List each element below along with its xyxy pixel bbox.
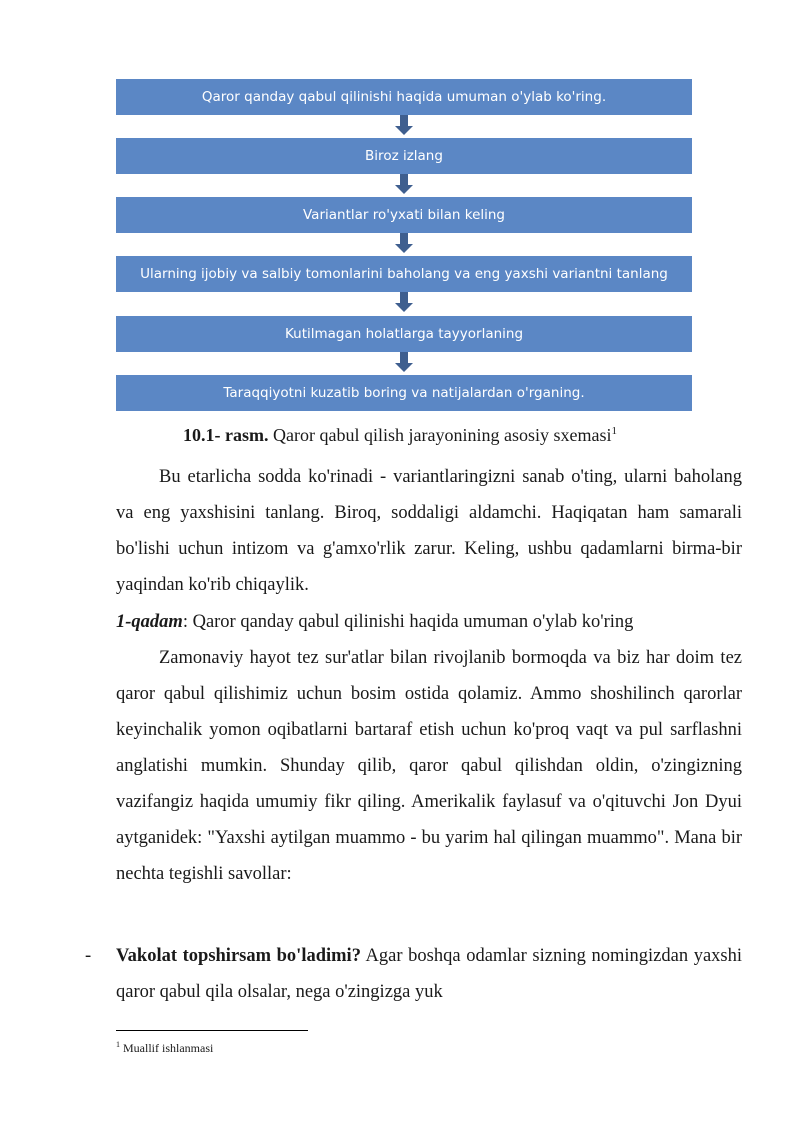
down-arrow-icon — [395, 352, 413, 374]
flow-step-3: Variantlar ro'yxati bilan keling — [116, 197, 692, 233]
paragraph-body: Zamonaviy hayot tez sur'atlar bilan rivojlanib bormoqda va biz har doim tez qaror qabul qilishimiz uchun bosim ostida qolamiz. Ammo shoshilinch qarorlar keyinchalik yomon oqibatlarni bartaraf etish uchun ko'proq vaqt va pul sarflashni anglatishi mumkin. Shunday qilib, qaror qabul qilishdan oldin, o'zingizning vazifangiz haqida umumiy fikr qiling. Amerikalik faylasuf va o'qituvchi Jon Dyui aytganidek: "Yaxshi aytilgan muammo - bu yarim hal qilingan muammo". Mana bir nechta tegishli savollar: — [116, 648, 742, 884]
flow-step-1: Qaror qanday qabul qilinishi haqida umuman o'ylab ko'ring. — [116, 79, 692, 115]
footnote-divider — [116, 1030, 308, 1031]
list-item — [116, 938, 742, 1010]
footnote-text: Muallif ishlanmasi — [120, 1041, 214, 1055]
step-label: 1-qadam — [116, 612, 183, 632]
step-heading — [116, 604, 742, 640]
down-arrow-icon — [395, 233, 413, 255]
footnote-mark: 1 — [116, 1040, 120, 1049]
flow-step-5: Kutilmagan holatlarga tayyorlaning — [116, 316, 692, 352]
list-bullet: - — [85, 946, 92, 966]
figure-label: 10.1- rasm. — [183, 425, 269, 445]
flow-step-4: Ularning ijobiy va salbiy tomonlarini baholang va eng yaxshi variantni tanlang — [116, 256, 692, 292]
paragraph-intro: Bu etarlicha sodda ko'rinadi - variantlaringizni sanab o'ting, ularni baholang va eng yaxshisini tanlang. Biroq, soddaligi aldamchi. Haqiqatan ham samarali bo'lishi uchun intizom va g'amxo'rlik zarur. Keling, ushbu qadamlarni birma-bir yaqindan ko'rib chiqaylik. — [116, 467, 742, 595]
down-arrow-icon — [395, 292, 413, 314]
flow-step-6: Taraqqiyotni kuzatib boring va natijalardan o'rganing. — [116, 375, 692, 411]
figure-caption-text: Qaror qabul qilish jarayonining asosiy sxemasi — [273, 425, 612, 445]
step-heading-text: : Qaror qanday qabul qilinishi haqida umuman o'ylab ko'ring — [182, 612, 634, 632]
footnote — [116, 1040, 213, 1056]
down-arrow-icon — [395, 174, 413, 196]
list-item-bold: Vakolat topshirsam bo'ladimi? — [116, 946, 361, 966]
down-arrow-icon — [395, 115, 413, 137]
flow-step-2: Biroz izlang — [116, 138, 692, 174]
list-item-text: Agar boshqa odamlar sizning nomingizdan yaxshi qaror qabul qila olsalar, nega o'zingizga yuk — [116, 946, 742, 1002]
figure-caption — [0, 425, 800, 446]
footnote-ref: 1 — [611, 425, 617, 437]
